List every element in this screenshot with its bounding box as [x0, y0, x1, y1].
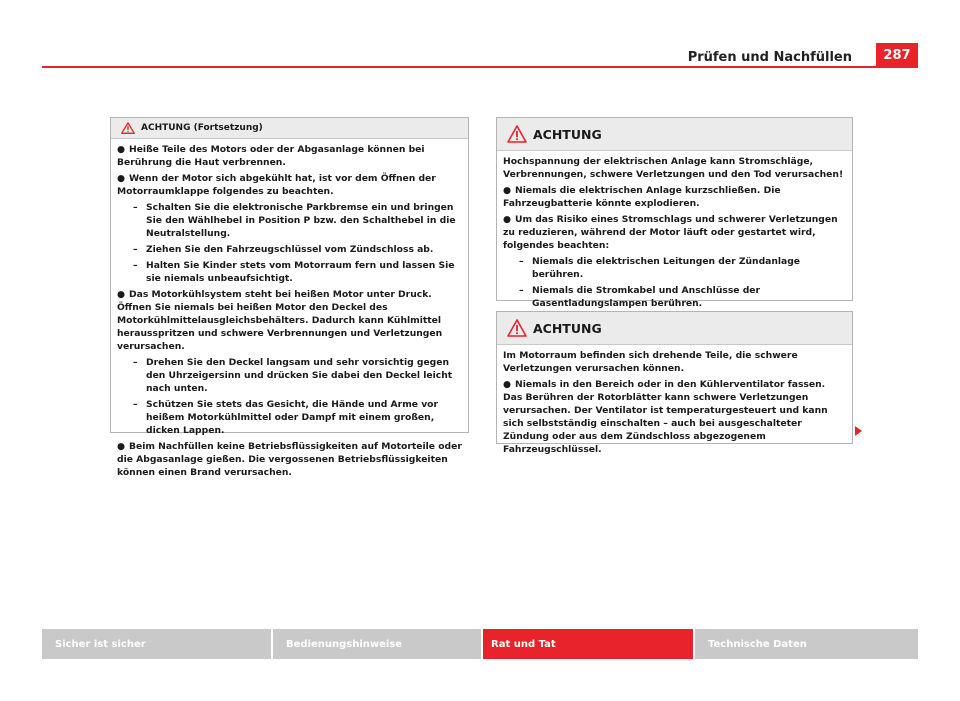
bullet-glyph: ● — [117, 144, 126, 155]
sub-list-item — [133, 398, 462, 437]
list-item — [117, 143, 462, 169]
warning-box-header — [497, 312, 852, 345]
dash-glyph: – — [133, 357, 138, 368]
header-rule — [42, 66, 918, 68]
sub-list-item-text: Halten Sie Kinder stets vom Motorraum fern und lassen Sie sie niemals unbeaufsichtigt. — [146, 260, 455, 284]
warning-box-heading: ACHTUNG — [533, 320, 602, 336]
sub-list-item — [519, 255, 846, 281]
list-item-text: Heiße Teile des Motors oder der Abgasanlage können bei Berührung die Haut verbrennen. — [117, 144, 425, 168]
warning-triangle-icon — [121, 122, 135, 134]
dash-glyph: – — [133, 244, 138, 255]
warning-intro: Hochspannung der elektrischen Anlage kann Stromschläge, Verbrennungen, schwere Verletzungen und den Tod verursachen! — [503, 156, 844, 180]
warning-box-header — [111, 118, 468, 139]
list-item-text: Niemals in den Bereich oder in den Kühlerventilator fassen. Das Berühren der Rotorblätter kann schwere Verletzungen verursachen. Der Ventilator ist temperaturgesteuert und kann sich selbstständig einschalten – auch bei ausgeschalteter Zündung oder aus dem Zündschloss abgezogenem Fahrzeugschlüssel. — [503, 379, 828, 455]
page-header-title: Prüfen und Nachfüllen — [687, 50, 852, 65]
dash-glyph: – — [133, 202, 138, 213]
footer-tab-label: Bedienungshinweise — [286, 638, 403, 650]
warning-triangle-icon — [507, 319, 527, 337]
sub-list-item-text: Schalten Sie die elektronische Parkbremse ein und bringen Sie den Wählhebel in Position P bzw. den Schalthebel in die Neutralstellung. — [146, 202, 456, 239]
sub-list-item — [133, 259, 462, 285]
list-item-text: Um das Risiko eines Stromschlags und schwerer Verletzungen zu reduzieren, während der Motor läuft oder gestartet wird, folgendes beachten: — [503, 214, 838, 251]
warning-box-body — [497, 345, 852, 463]
sub-list-item — [133, 201, 462, 240]
warning-box-high-voltage — [496, 117, 853, 309]
dash-glyph: – — [519, 285, 524, 296]
list-item — [117, 440, 462, 479]
footer-tab-rat-und-tat[interactable] — [483, 629, 693, 659]
warning-triangle-icon — [507, 125, 527, 143]
sub-list-item — [133, 356, 462, 395]
list-item-text: Niemals die elektrischen Anlage kurzschließen. Die Fahrzeugbatterie könnte explodieren. — [503, 185, 781, 209]
dash-glyph: – — [133, 399, 138, 410]
sub-list-item-text: Niemals die Stromkabel und Anschlüsse der Gasentladungslampen berühren. — [532, 285, 761, 309]
dash-glyph: – — [519, 256, 524, 267]
list-item — [503, 184, 846, 210]
continue-arrow-icon — [855, 426, 862, 436]
sub-list-item-text: Ziehen Sie den Fahrzeugschlüssel vom Zündschloss ab. — [146, 244, 434, 255]
warning-box-body — [497, 151, 852, 317]
warning-box-heading: ACHTUNG — [533, 126, 602, 142]
warning-intro: Im Motorraum befinden sich drehende Teile, die schwere Verletzungen verursachen können. — [503, 350, 798, 374]
bullet-glyph: ● — [503, 379, 512, 390]
sub-list-item — [133, 243, 462, 256]
footer-tab-sicher[interactable] — [42, 629, 271, 659]
bullet-glyph: ● — [503, 214, 512, 225]
list-item — [503, 213, 846, 252]
bullet-glyph: ● — [503, 185, 512, 196]
list-item-text: Beim Nachfüllen keine Betriebsflüssigkeiten auf Motorteile oder die Abgasanlage gießen. Die vergossenen Betriebsflüssigkeiten können einen Brand verursachen. — [117, 441, 462, 478]
footer-tab-label: Technische Daten — [708, 638, 807, 650]
warning-box-rotating-parts — [496, 311, 853, 455]
sub-list-item-text: Drehen Sie den Deckel langsam und sehr vorsichtig gegen den Uhrzeigersinn und drücken Sie dabei den Deckel leicht nach unten. — [146, 357, 453, 394]
warning-box-continued — [110, 117, 469, 478]
list-item — [503, 378, 846, 456]
bullet-glyph: ● — [117, 441, 126, 452]
bullet-glyph: ● — [117, 289, 126, 300]
bullet-glyph: ● — [117, 173, 126, 184]
list-item — [117, 172, 462, 198]
dash-glyph: – — [133, 260, 138, 271]
page-number: 287 — [876, 43, 918, 67]
list-item-text: Das Motorkühlsystem steht bei heißen Motor unter Druck. Öffnen Sie niemals bei heißen Motor den Deckel des Motorkühlmittelausgleichsbehälters. Dadurch kann Kühlmittel herausspritzen und schwere Verbrennungen und Verletzungen verursachen. — [117, 289, 443, 352]
footer-tab-technische-daten[interactable] — [695, 629, 918, 659]
warning-box-body — [111, 139, 468, 486]
warning-box-header — [497, 118, 852, 151]
footer-tab-label: Rat und Tat — [491, 638, 556, 650]
sub-list-item — [519, 284, 846, 310]
warning-box-heading: ACHTUNG (Fortsetzung) — [141, 123, 263, 133]
sub-list-item-text: Schützen Sie stets das Gesicht, die Hände und Arme vor heißem Motorkühlmittel oder Dampf mit einem großen, dicken Lappen. — [146, 399, 439, 436]
list-item-text: Wenn der Motor sich abgekühlt hat, ist vor dem Öffnen der Motorraumklappe folgendes zu beachten. — [117, 173, 436, 197]
list-item — [117, 288, 462, 353]
footer-tab-bedienungshinweise[interactable] — [273, 629, 481, 659]
footer-tab-label: Sicher ist sicher — [55, 638, 146, 650]
sub-list-item-text: Niemals die elektrischen Leitungen der Zündanlage berühren. — [532, 256, 801, 280]
